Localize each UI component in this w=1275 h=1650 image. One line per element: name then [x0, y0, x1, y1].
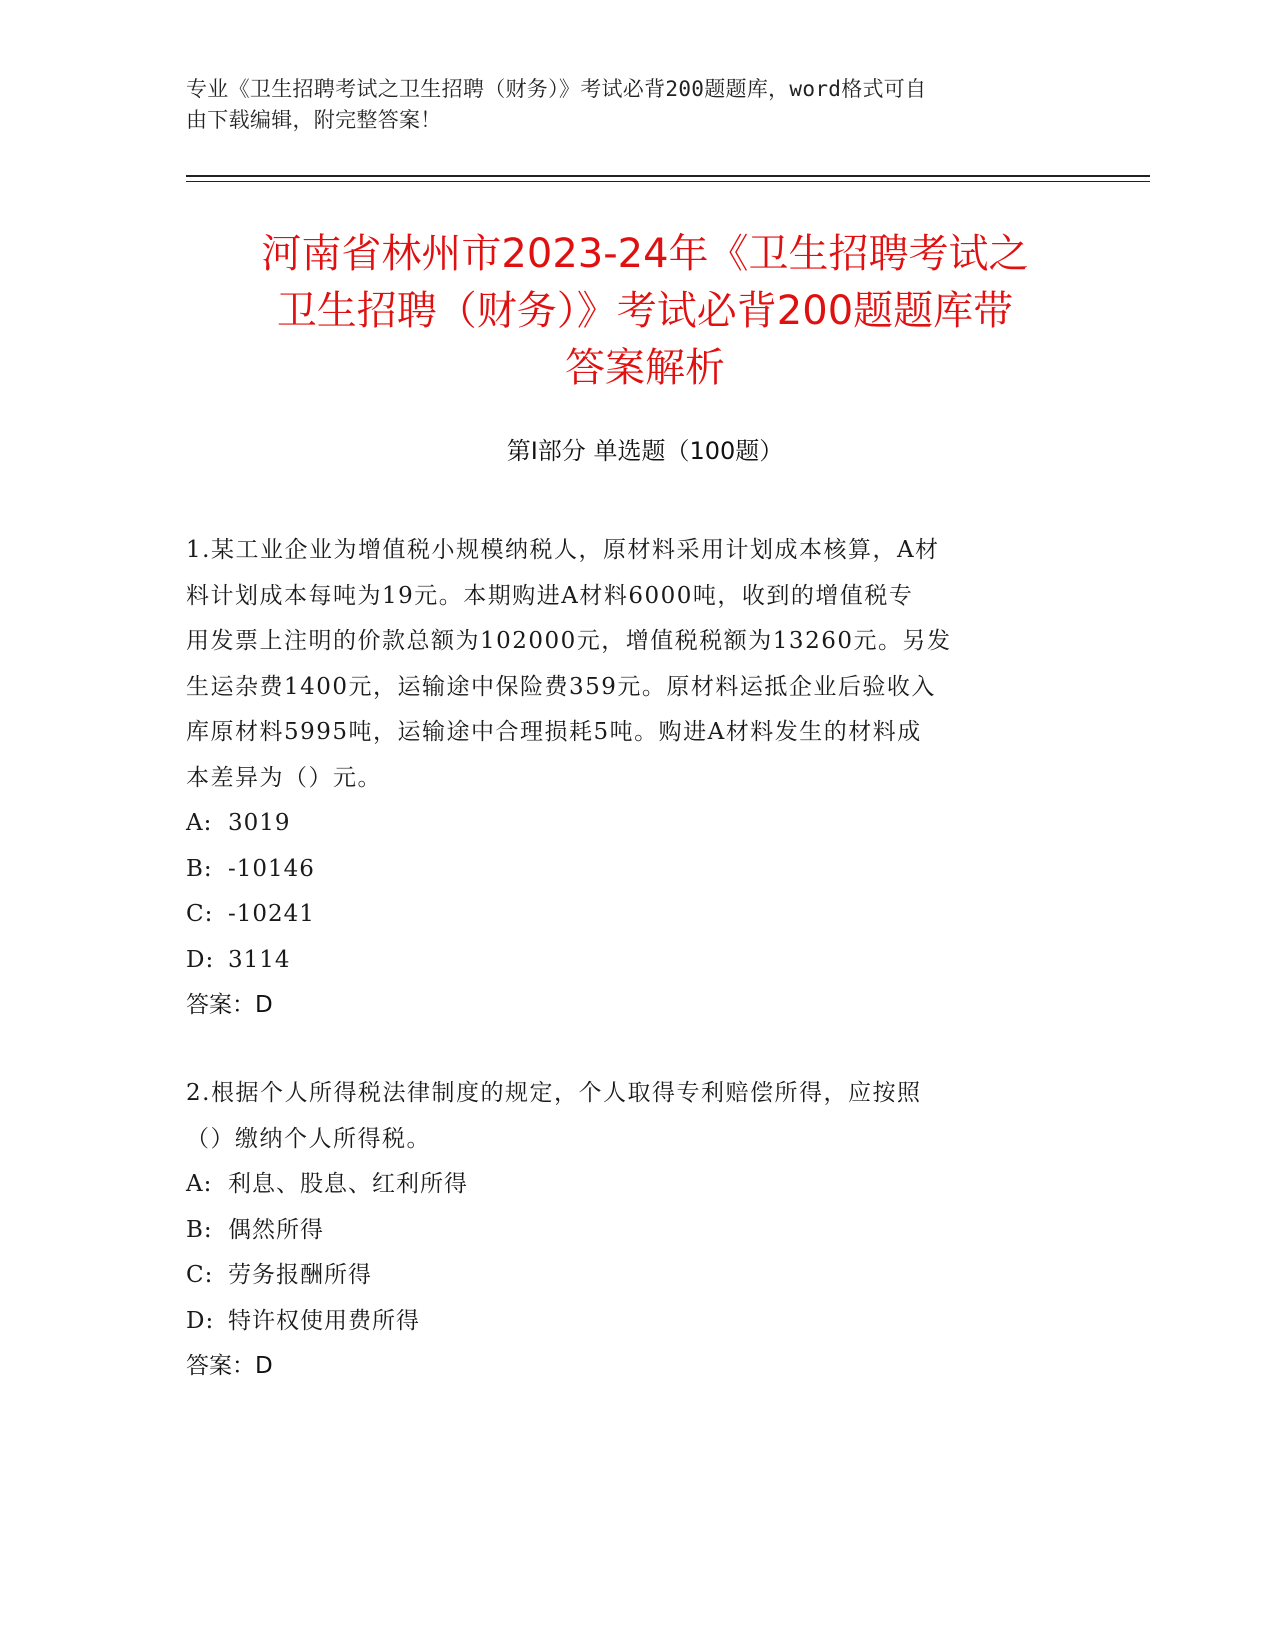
option-text: 偶然所得	[228, 1216, 324, 1243]
header-divider-thin	[186, 181, 1150, 182]
section-title: 第I部分 单选题（100题）	[506, 437, 784, 465]
stem-line: 生运杂费1400元，运输途中保险费359元。原材料运抵企业后验收入	[186, 673, 936, 700]
option-label: C:	[186, 1262, 214, 1288]
option-c	[186, 892, 1086, 938]
option-text: 劳务报酬所得	[228, 1262, 372, 1288]
stem-line: （）缴纳个人所得税。	[186, 1125, 431, 1152]
intro-line-2: 由下载编辑，附完整答案！	[186, 108, 442, 132]
option-d	[186, 938, 1086, 984]
option-text: -10146	[228, 855, 315, 882]
option-d	[186, 1299, 1086, 1345]
option-a	[186, 1162, 1086, 1208]
question-1	[186, 528, 1086, 1029]
document-title	[186, 226, 1104, 397]
option-label: B:	[186, 855, 213, 882]
answer: 答案：D	[186, 1353, 273, 1379]
option-label: A:	[186, 810, 213, 836]
option-b	[186, 847, 1086, 893]
answer: 答案：D	[186, 992, 273, 1018]
option-label: B:	[186, 1216, 213, 1243]
option-label: D:	[186, 946, 215, 973]
option-text: 利息、股息、红利所得	[228, 1171, 468, 1197]
stem-line: 2.根据个人所得税法律制度的规定，个人取得专利赔偿所得，应按照	[186, 1080, 922, 1106]
option-label: C:	[186, 901, 214, 927]
stem-line: 库原材料5995吨，运输途中合理损耗5吨。购进A材料发生的材料成	[186, 719, 922, 745]
option-text: 3114	[228, 946, 291, 973]
option-text: 3019	[228, 810, 291, 836]
stem-line: 本差异为（）元。	[186, 764, 382, 791]
header-divider-thick	[186, 175, 1150, 177]
option-a	[186, 801, 1086, 847]
option-b	[186, 1208, 1086, 1254]
intro-line-1: 专业《卫生招聘考试之卫生招聘（财务）》考试必背200题题库，word格式可自	[186, 77, 927, 101]
option-label: A:	[186, 1171, 213, 1197]
option-text: 特许权使用费所得	[228, 1307, 420, 1334]
title-line-3: 答案解析	[565, 345, 725, 391]
question-2	[186, 1071, 1086, 1390]
question-stem	[186, 1071, 1086, 1162]
stem-line: 料计划成本每吨为19元。本期购进A材料6000吨，收到的增值税专	[186, 582, 914, 609]
stem-line: 1.某工业企业为增值税小规模纳税人，原材料采用计划成本核算，A材	[186, 537, 940, 563]
question-stem	[186, 528, 1086, 801]
option-text: -10241	[228, 901, 315, 927]
title-line-1: 河南省林州市2023-24年《卫生招聘考试之	[261, 231, 1029, 277]
options-list	[186, 1162, 1086, 1344]
title-line-2: 卫生招聘（财务）》考试必背200题题库带	[276, 288, 1014, 334]
option-c	[186, 1253, 1086, 1299]
document-intro	[186, 74, 1076, 136]
option-label: D:	[186, 1307, 215, 1334]
stem-line: 用发票上注明的价款总额为102000元，增值税税额为13260元。另发	[186, 628, 952, 654]
options-list	[186, 801, 1086, 983]
